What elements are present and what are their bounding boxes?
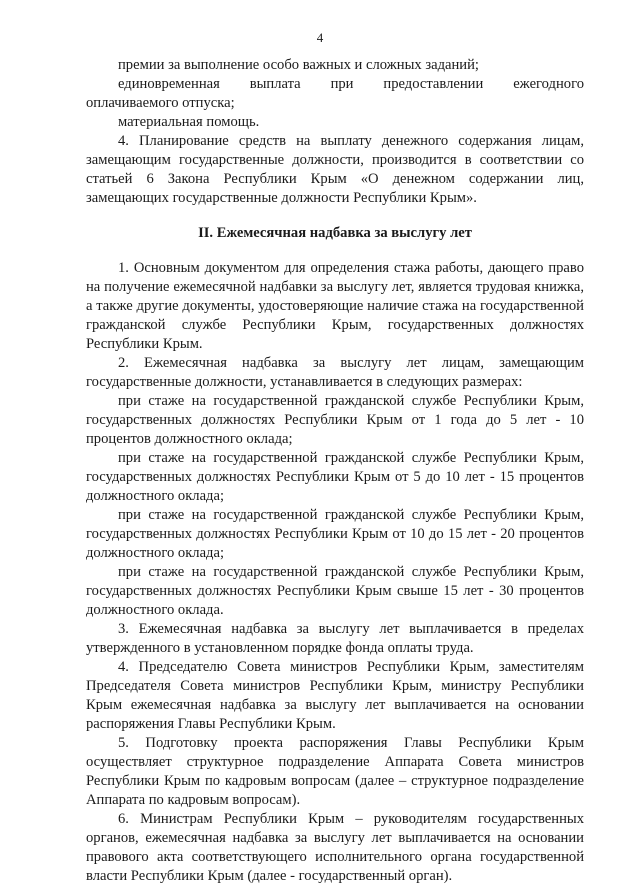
paragraph-tier-15-plus: при стаже на государственной гражданской службе Республики Крым, государственных должностях Республики Крым свыше 15 лет - 30 процентов должностного оклада. [86, 564, 584, 618]
paragraph-item-1: 1. Основным документом для определения стажа работы, дающего право на получение ежемесячной надбавки за выслугу лет, является трудовая книжка, а также другие документы, удостоверяющие наличие стажа на государственной гражданской службе Республики Крым, государственных должностях Республики Крым. [86, 260, 584, 352]
paragraph-tier-1-5: при стаже на государственной гражданской службе Республики Крым, государственных должностях Республики Крым от 1 года до 5 лет - 10 процентов должностного оклада; [86, 393, 584, 447]
paragraph-tier-10-15: при стаже на государственной гражданской службе Республики Крым, государственных должностях Республики Крым от 10 до 15 лет - 20 процентов должностного оклада; [86, 507, 584, 561]
paragraph-bonus-tasks: премии за выполнение особо важных и сложных заданий; [118, 57, 479, 73]
document-body [86, 56, 584, 886]
paragraph-item-2: 2. Ежемесячная надбавка за выслугу лет лицам, замещающим государственные должности, устанавливается в следующих размерах: [86, 355, 584, 390]
paragraph-item-5: 5. Подготовку проекта распоряжения Главы Республики Крым осуществляет структурное подразделение Аппарата Совета министров Республики Крым по кадровым вопросам (далее – структурное подразделение Аппарата по кадровым вопросам). [86, 735, 584, 808]
paragraph-lump-sum: единовременная выплата при предоставлении ежегодного [118, 76, 584, 92]
paragraph-item-6: 6. Министрам Республики Крым – руководителям государственных органов, ежемесячная надбавка за выслугу лет выплачивается на основании правового акта соответствующего исполнительного органа государственной власти Республики Крым (далее - государственный орган). [86, 811, 584, 884]
page-number: 4 [316, 30, 324, 45]
section-heading: II. Ежемесячная надбавка за выслугу лет [198, 225, 472, 241]
paragraph-paid-leave: оплачиваемого отпуска; [86, 95, 235, 111]
paragraph-item-3: 3. Ежемесячная надбавка за выслугу лет выплачивается в пределах утвержденного в установленном порядке фонда оплаты труда. [86, 621, 584, 656]
paragraph-item-4: 4. Председателю Совета министров Республики Крым, заместителям Председателя Совета министров Республики Крым, министру Республики Крым ежемесячная надбавка за выслугу лет выплачивается на основании распоряжения Главы Республики Крым. [86, 659, 584, 732]
paragraph-tier-5-10: при стаже на государственной гражданской службе Республики Крым, государственных должностях Республики Крым от 5 до 10 лет - 15 процентов должностного оклада; [86, 450, 584, 504]
paragraph-material-aid: материальная помощь. [118, 114, 260, 130]
paragraph-planning: 4. Планирование средств на выплату денежного содержания лицам, замещающим государственные должности, производится в соответствии со статьей 6 Закона Республики Крым «О денежном содержании лиц, замещающих государственные должности Республики Крым». [86, 133, 584, 206]
